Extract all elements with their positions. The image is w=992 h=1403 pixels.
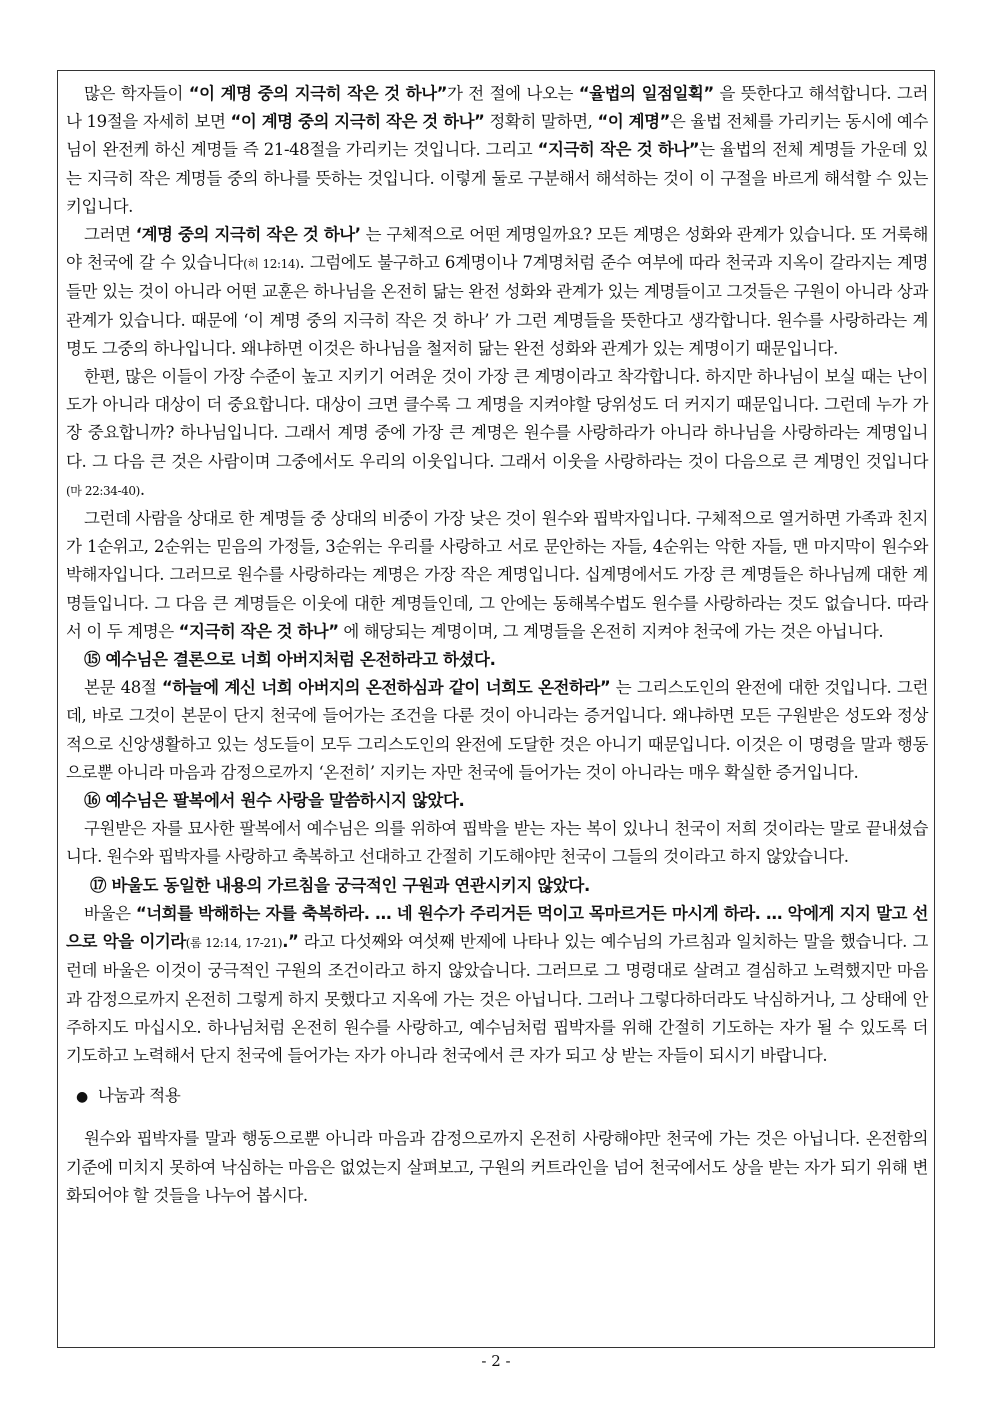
text: . 그럼에도 불구하고 6계명이나 7계명처럼 준수 여부에 따라 천국과 지옥이 갈라지는 계명들만 있는 것이 아니라 어떤 교훈은 하나님을 온전히 닮는 완전 성화와 관계가 있는 계명들이고 그것들은 구원이 아니라 상과 관계가 있습니다. 때문에 ‘이 계명 중의 지극히 작은 것 하나’ 가 그런 계명들을 뜻한다고 생각합니다. 원수를 사랑하라는 계명도 그중의 하나입니다. 왜냐하면 이것은 하나님을 철저히 닮는 완전 성화와 관계가 있는 계명이기 때문입니다. <box>66 253 928 358</box>
text: 을 뜻한다고 해석합니다. 그러나 19절을 자세히 보면 <box>66 84 928 132</box>
emphasis-quote: “지극히 작은 것 하나” <box>537 140 700 160</box>
sharing-paragraph: 원수와 핍박자를 말과 행동으로뿐 아니라 마음과 감정으로까지 온전히 사랑해야만 천국에 가는 것은 아닙니다. 온전함의 기준에 미치지 못하여 낙심하는 마음은 없었는지 살펴보고, 구원의 커트라인을 넘어 천국에서도 상을 받는 자가 되기 위해 변화되어야 할 것들을 나누어 봅시다. <box>66 1129 928 1205</box>
text: 그러면 <box>84 225 136 245</box>
text: 는 율법의 전체 계명들 가운데 있는 지극히 작은 계명들 중의 하나를 뜻하는 것입니다. 이렇게 둘로 구분해서 해석하는 것이 이 구절을 바르게 해석할 수 있는 키입니다. <box>66 140 928 216</box>
text: 바울은 <box>84 903 136 923</box>
text: 에 해당되는 계명이며, 그 계명들을 온전히 지켜야 천국에 가는 것은 아닙니다. <box>338 621 884 641</box>
text: 라고 다섯째와 여섯째 반제에 나타나 있는 예수님의 가르침과 일치하는 말을 했습니다. 그런데 바울은 이것이 궁극적인 구원의 조건이라고 하지 않았습니다. 그러므로 그 명령대로 살려고 결심하고 노력했지만 마음과 감정으로까지 온전히 그렇게 하지 못했다고 지옥에 가는 것은 아닙니다. 그러나 그렇다하더라도 낙심하거나, 그 상태에 안주하지도 마십시오. 하나님처럼 온전히 원수를 사랑하고, 예수님처럼 핍박자를 위해 간절히 기도하는 자가 될 수 있도록 더 기도하고 노력해서 단지 천국에 들어가는 자가 아니라 천국에서 큰 자가 되고 상 받는 자들이 되시기 바랍니다. <box>66 932 929 1065</box>
scripture-reference: (마 22:34-40) <box>66 483 140 498</box>
page-number: - 2 - <box>481 1352 511 1370</box>
paragraph-2 <box>66 221 928 363</box>
point-heading-17: ⑰ 바울도 동일한 내용의 가르침을 궁극적인 구원과 연관시키지 않았다. <box>90 875 590 895</box>
text: 본문 48절 <box>84 678 162 698</box>
text: 그런데 사람을 상대로 한 계명들 중 상대의 비중이 가장 낮은 것이 원수와 핍박자입니다. 구체적으로 열거하면 가족과 친지가 1순위고, 2순위는 믿음의 가정들, 3순위는 우리를 사랑하고 서로 문안하는 자들, 4순위는 악한 자들, 맨 마지막이 원수와 박해자입니다. 그러므로 원수를 사랑하라는 계명은 가장 작은 계명입니다. 십계명에서도 가장 큰 계명들은 하나님께 대한 계명들입니다. 그 다음 큰 계명들은 이웃에 대한 계명들인데, 그 안에는 동해복수법도 원수를 사랑하라는 것도 없습니다. 따라서 이 두 계명은 <box>66 509 928 641</box>
emphasis-quote: “이 계명” <box>597 112 670 132</box>
point-heading-16: ⑯ 예수님은 팔복에서 원수 사랑을 말씀하시지 않았다. <box>84 791 465 811</box>
point-heading-15: ⑮ 예수님은 결론으로 너희 아버지처럼 온전하라고 하셨다. <box>84 650 496 670</box>
sharing-title: 나눔과 적용 <box>97 1086 181 1106</box>
emphasis-quote: ‘계명 중의 지극히 작은 것 하나’ <box>135 225 361 245</box>
scripture-reference: (히 12:14) <box>243 257 300 272</box>
scripture-reference: (롬 12:14, 17-21) <box>185 936 283 951</box>
text: 가 전 절에 나오는 <box>447 84 579 103</box>
text: 많은 학자들이 <box>84 84 189 103</box>
emphasis-quote: “지극히 작은 것 하나” <box>178 621 339 641</box>
paragraph-5 <box>66 674 928 787</box>
text: 정확히 말하면, <box>484 112 598 132</box>
text: 는 구체적으로 어떤 계명일까요? 모든 계명은 성화와 관계가 있습니다. 또 거룩해야 천국에 갈 수 있습니다 <box>66 225 928 273</box>
text: 은 율법 전체를 가리키는 동시에 예수님이 완전케 하신 계명들 즉 21-48절을 가리키는 것입니다. 그리고 <box>66 112 929 160</box>
document-body <box>66 80 928 1210</box>
emphasis-quote: “이 계명 중의 지극히 작은 것 하나” <box>230 112 485 132</box>
paragraph-3 <box>66 363 928 505</box>
paragraph-6 <box>66 815 928 871</box>
text: 구원받은 자를 묘사한 팔복에서 예수님은 의를 위하여 핍박을 받는 자는 복이 있나니 천국이 저희 것이라는 말로 끝내셨습니다. 원수와 핍박자를 사랑하고 축복하고 선대하고 간절히 기도해야만 천국이 그들의 것이라고 하지 않았습니다. <box>66 819 928 867</box>
text: 는 그리스도인의 완전에 대한 것입니다. 그런데, 바로 그것이 본문이 단지 천국에 들어가는 조건을 다룬 것이 아니라는 증거입니다. 왜냐하면 모든 구원받은 성도와 정상적으로 신앙생활하고 있는 성도들이 모두 그리스도인의 완전에 도달한 것은 아니기 때문입니다. 이것은 이 명령을 말과 행동으로뿐 아니라 마음과 감정으로까지 ‘온전히’ 지키는 자만 천국에 들어가는 것이 아니라는 매우 확실한 증거입니다. <box>66 678 928 782</box>
emphasis-quote: “하늘에 계신 너희 아버지의 온전하심과 같이 너희도 온전하라” <box>161 678 611 698</box>
bullet-icon: ● <box>76 1089 88 1106</box>
emphasis-quote: “율법의 일점일획” <box>578 84 714 103</box>
paragraph-7 <box>66 900 928 1070</box>
text: 한편, 많은 이들이 가장 수준이 높고 지키기 어려운 것이 가장 큰 계명이라고 착각합니다. 하지만 하나님이 보실 때는 난이도가 아니라 대상이 더 중요합니다. 대상이 크면 클수록 그 계명을 지켜야할 당위성도 더 커지기 때문입니다. 그런데 누가 가장 중요합니까? 하나님입니다. 그래서 계명 중에 가장 큰 계명은 원수를 사랑하라가 아니라 하나님을 사랑하라는 계명입니다. 그 다음 큰 것은 사람이며 그중에서도 우리의 이웃입니다. 그래서 이웃을 사랑하라는 것이 다음으로 큰 계명인 것입니다 <box>66 367 928 471</box>
emphasis-quote: .” <box>282 932 299 952</box>
emphasis-quote: “이 계명 중의 지극히 작은 것 하나” <box>188 84 448 103</box>
text: . <box>139 479 145 499</box>
sharing-heading <box>66 1082 928 1111</box>
emphasis-quote: “너희를 박해하는 자를 축복하라. … 네 원수가 주리거든 먹이고 목마르거든 마시게 하라. … 악에게 지지 말고 선으로 악을 이기라 <box>66 903 928 952</box>
paragraph-1 <box>66 80 928 221</box>
paragraph-4 <box>66 505 928 646</box>
